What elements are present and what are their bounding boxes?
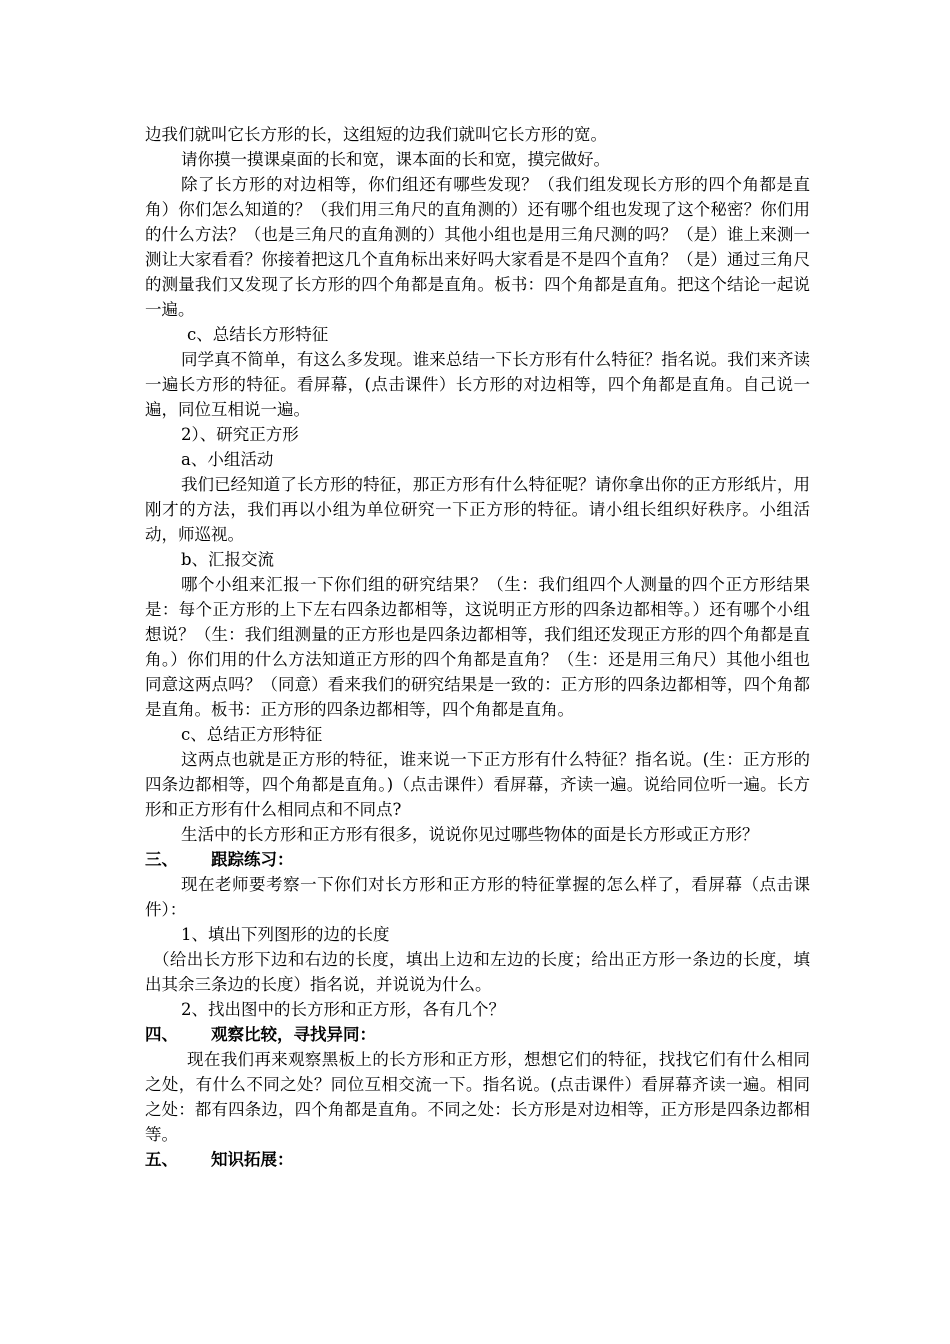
section-number: 三、 [145, 850, 178, 869]
list-item: 2、找出图中的长方形和正方形，各有几个？ [181, 1000, 505, 1019]
section-heading [145, 1147, 810, 1172]
paragraph: 这两点也就是正方形的特征，谁来说一下正方形有什么特征？指名说。(生：正方形的四条边都相等，四个角都是直角。)（点击课件）看屏幕，齐读一遍。说给同位听一遍。长方形和正方形有什么相同点和不同点? [145, 750, 810, 819]
subheading: a、小组活动 [181, 450, 274, 469]
subheading: b、汇报交流 [181, 550, 275, 569]
paragraph: 现在我们再来观察黑板上的长方形和正方形，想想它们的特征，找找它们有什么相同之处，有什么不同之处？同位互相交流一下。指名说。(点击课件）看屏幕齐读一遍。相同之处：都有四条边，四个角都是直角。不同之处：长方形是对边相等，正方形是四条边都相等。 [145, 1050, 810, 1144]
section-title: 跟踪练习： [211, 850, 294, 869]
paragraph: 现在老师要考察一下你们对长方形和正方形的特征掌握的怎么样了，看屏幕（点击课件）： [145, 875, 810, 919]
paragraph: 除了长方形的对边相等，你们组还有哪些发现？（我们组发现长方形的四个角都是直角）你们怎么知道的？（我们用三角尺的直角测的）还有哪个组也发现了这个秘密？你们用的什么方法？（也是三角尺的直角测的）其他小组也是用三角尺测的吗？（是）谁上来测一测让大家看看？你接着把这几个直角标出来好吗大家看是不是四个直角？（是）通过三角尺的测量我们又发现了长方形的四个角都是直角。板书：四个角都是直角。把这个结论一起说一遍。 [145, 175, 810, 319]
section-title: 观察比较，寻找异同： [211, 1025, 376, 1044]
section-title: 知识拓展： [211, 1150, 294, 1169]
paragraph: 我们已经知道了长方形的特征，那正方形有什么特征呢？请你拿出你的正方形纸片，用刚才的方法，我们再以小组为单位研究一下正方形的特征。请小组长组织好秩序。小组活动，师巡视。 [145, 475, 810, 544]
list-item: 1、填出下列图形的边的长度 [181, 925, 390, 944]
paragraph: 边我们就叫它长方形的长，这组短的边我们就叫它长方形的宽。 [145, 125, 607, 144]
section-number: 四、 [145, 1025, 178, 1044]
paragraph: （给出长方形下边和右边的长度，填出上边和左边的长度；给出正方形一条边的长度，填出其余三条边的长度）指名说，并说说为什么。 [145, 950, 810, 994]
document-body [145, 122, 810, 1172]
section-heading [145, 847, 810, 872]
section-number: 五、 [145, 1150, 178, 1169]
paragraph: 请你摸一摸课桌面的长和宽，课本面的长和宽，摸完做好。 [181, 150, 610, 169]
subheading: c、总结长方形特征 [187, 325, 329, 344]
subheading: 2）、研究正方形 [181, 425, 299, 444]
section-heading [145, 1022, 810, 1047]
paragraph: 同学真不简单，有这么多发现。谁来总结一下长方形有什么特征？指名说。我们来齐读一遍长方形的特征。看屏幕，(点击课件）长方形的对边相等，四个角都是直角。自己说一遍，同位互相说一遍。 [145, 350, 810, 419]
subheading: c、总结正方形特征 [181, 725, 323, 744]
paragraph: 生活中的长方形和正方形有很多，说说你见过哪些物体的面是长方形或正方形？ [181, 825, 759, 844]
paragraph: 哪个小组来汇报一下你们组的研究结果？（生：我们组四个人测量的四个正方形结果是：每个正方形的上下左右四条边都相等，这说明正方形的四条边都相等。）还有哪个小组想说？（生：我们组测量的正方形也是四条边都相等，我们组还发现正方形的四个角都是直角。）你们用的什么方法知道正方形的四个角都是直角？（生：还是用三角尺）其他小组也同意这两点吗？（同意）看来我们的研究结果是一致的：正方形的四条边都相等，四个角都是直角。板书：正方形的四条边都相等，四个角都是直角。 [145, 575, 810, 719]
